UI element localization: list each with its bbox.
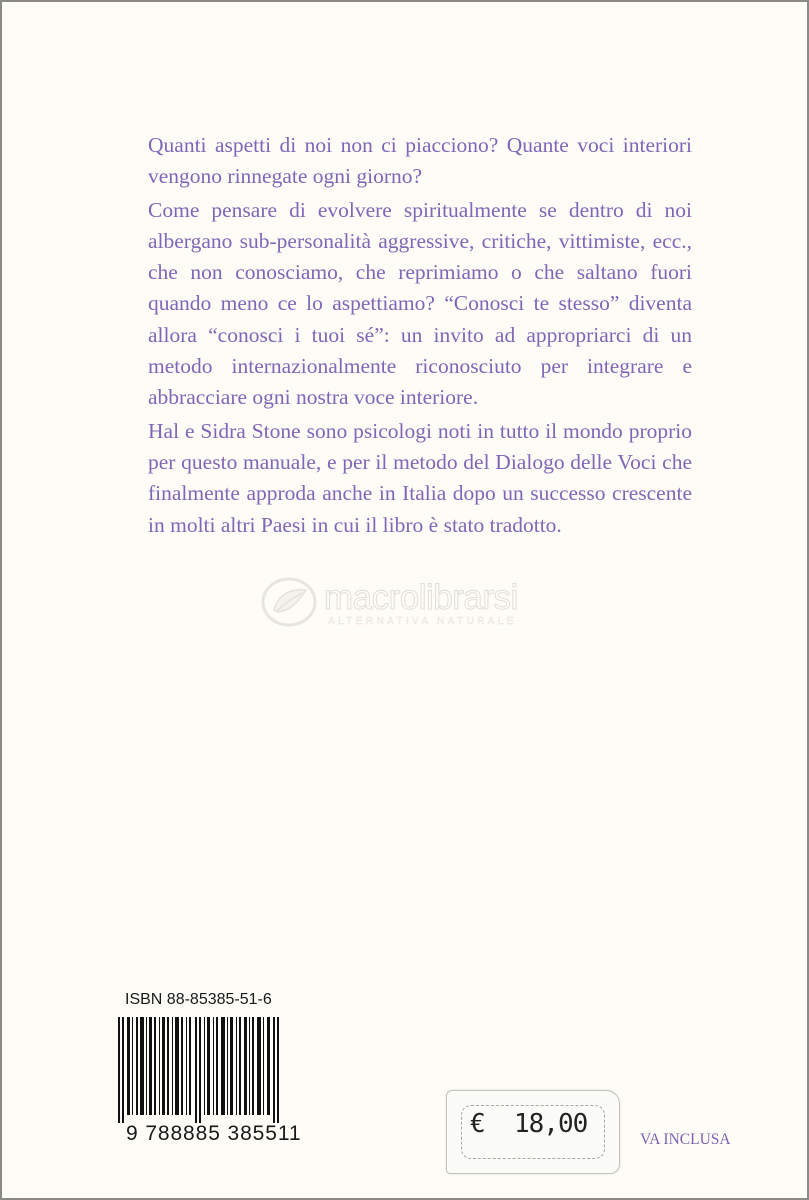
macrolibrarsi-watermark <box>260 574 560 630</box>
blurb-text <box>148 130 692 541</box>
price-value: 18,00 <box>514 1109 588 1139</box>
barcode <box>118 1017 280 1123</box>
blurb-paragraph-1: Quanti aspetti di noi non ci piacciono? Quante voci interiori vengono rinnegate ogni giorno? <box>148 133 692 189</box>
blurb-paragraph-2: Come pensare di evolvere spiritualmente se dentro di noi albergano sub-personalità aggressive, critiche, vittimiste, ecc., che non conosciamo, che reprimiamo o che saltano fuori quando meno ce lo aspettiamo? “Conosci te stesso” diventa allora “conosci i tuoi sé”: un invito ad appropriarci di un metodo internazionalmente riconosciuto per integrare e abbracciare ogni nostra voce interiore. <box>148 197 692 410</box>
watermark-tagline: ALTERNATIVA NATURALE <box>328 616 517 627</box>
isbn-label: ISBN 88-85385-51-6 <box>125 991 272 1008</box>
leaf-circle-logo-icon <box>260 576 318 628</box>
iva-note: VA INCLUSA <box>640 1131 731 1148</box>
price-currency: € <box>470 1109 486 1139</box>
watermark-brand-name: macrolibrarsi <box>324 578 518 617</box>
barcode-number: 9 788885 385511 <box>126 1122 302 1145</box>
blurb-paragraph-3: Hal e Sidra Stone sono psicologi noti in tutto il mondo proprio per questo manuale, e per il metodo del Dialogo delle Voci che finalmente approda anche in Italia dopo un successo crescente in molti altri Paesi in cui il libro è stato tradotto. <box>148 418 692 537</box>
